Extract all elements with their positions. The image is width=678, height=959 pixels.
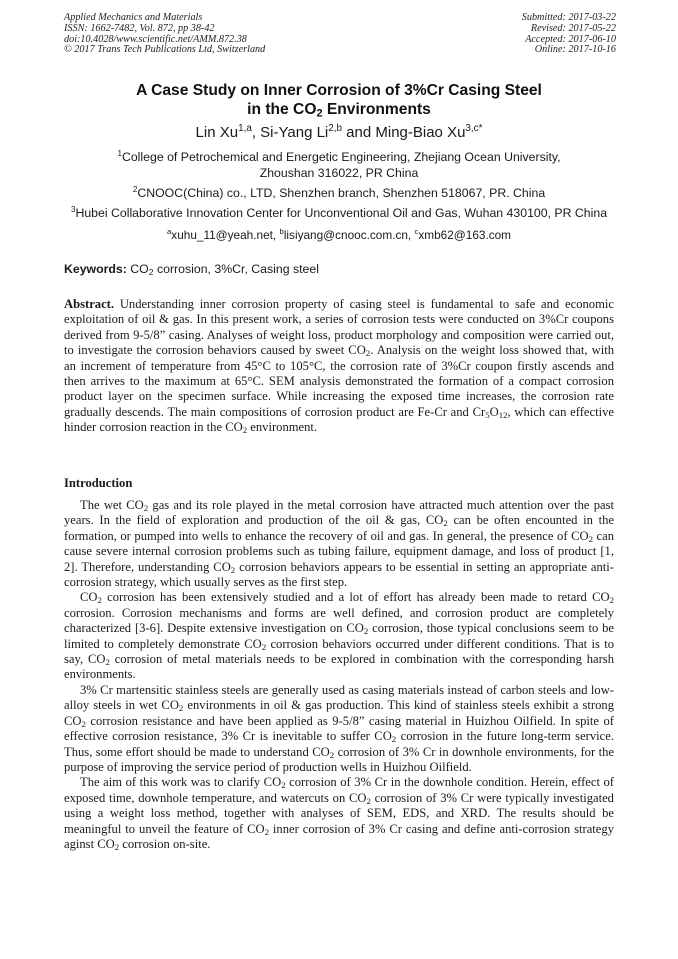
- affiliation-2: $^2$CNOOC(China) co., LTD, Shenzhen branch, Shenzhen 518067, PR. China: [132, 184, 546, 200]
- submission-dates: [522, 13, 616, 56]
- abstract: [64, 297, 614, 436]
- journal-name: Applied Mechanics and Materials: [64, 12, 203, 23]
- abstract-text: Understanding inner corrosion property of casing steel is fundamental to safe and economic exploitation of oil & gas. In this present work, a series of corrosion tests were conducted on 3%Cr coupons derived from 9-5/8” casing. Analyses of weight loss, product morphology and composition were carried out, to investigate the corrosion behaviors caused by sweet $CO_2$. Analysis on the weight loss showed that, with an increment of temperature from 45°C to 105°C, the corrosion rate of 3%Cr coupon firstly ascends and then arrives to the maximum at 65°C. SEM analysis demonstrated the formation of a compact corrosion product layer on the specimen surface. While increasing the exposed time increases, the corrosion rate gradually descends. The main compositions of corrosion product are Fe-Cr and $Cr_5O_{12}$, which can effective hinder corrosion reaction in the $CO_2$ environment.: [64, 297, 615, 436]
- author-3: Ming-Biao Xu: [375, 124, 466, 141]
- issn-line: ISSN: 1662-7482, Vol. 872, pp 38-42: [64, 22, 215, 34]
- email-c[interactable]: xmb62@163.com: [418, 228, 512, 242]
- keywords-label: Keywords:: [64, 262, 127, 276]
- revised-date: Revised: 2017-05-22: [530, 22, 616, 34]
- paragraph: The aim of this work was to clarify $CO_2$ corrosion of 3% Cr in the downhole condition. Herein, effect of exposed time, downhole temperature, and watercuts on $CO_2$ corrosion of 3% Cr were typically investigated using a weight loss method, together with analyses of SEM, EDS, and XRD. The results should be meaningful to unveil the feature of $CO_2$ inner corrosion of 3% Cr casing and define anti-corrosion strategy aginst $CO_2$ corrosion on-site.: [64, 775, 614, 853]
- title-line-2: in the $CO_2$ Environments: [247, 101, 431, 120]
- title-line-1: A Case Study on Inner Corrosion of 3%Cr Casing Steel: [136, 82, 542, 99]
- introduction-body: [64, 498, 614, 852]
- doi-line: doi:10.4028/www.scientific.net/AMM.872.38: [64, 33, 247, 45]
- accepted-date: Accepted: 2017-06-10: [525, 33, 616, 45]
- affiliation-3: $^3$Hubei Collaborative Innovation Center for Unconventional Oil and Gas, Wuhan 430100, PR China: [70, 204, 608, 220]
- online-date: Online: 2017-10-16: [534, 44, 616, 56]
- author-1: Lin Xu: [195, 124, 239, 141]
- paragraph: The wet $CO_2$ gas and its role played in the metal corrosion have attracted much attention over the past years. In the field of exploration and production of the oil & gas, $CO_2$ can be often encounted in the formation, or pumped into wells to enhance the recovery of oil and gas. In general, the presence of $CO_2$ can cause severe internal corrosion problems such as tubing failure, equipment damage, and loss of product [1, 2]. Therefore, understanding $CO_2$ corrosion behaviors appears to be essential in setting an appropriate anti-corrosion strategy, which usually serves as the first step.: [64, 498, 615, 590]
- paper-title: [0, 81, 678, 119]
- author-2: Si-Yang Li: [260, 124, 329, 141]
- submitted-date: Submitted: 2017-03-22: [521, 12, 616, 23]
- abstract-label: Abstract.: [64, 297, 115, 311]
- paragraph: 3% Cr martensitic stainless steels are generally used as casing materials instead of carbon steels and low-alloy steels in wet $CO_2$ environments in oil & gas production. This kind of stainless steels exhibit a strong $CO_2$ corrosion resistance and have been applied as 9-5/8” casing material in Huizhou Oilfield. In spite of effective corrosion resistance, 3% Cr is inevitable to suffer $CO_2$ corrosion in the future long-term service. Thus, some effort should be made to understand $CO_2$ corrosion of 3% Cr in downhole environments, for the purpose of improving the service period of production wells in Huizhou Oilfield.: [64, 682, 614, 774]
- email-b[interactable]: lisiyang@cnooc.com.cn: [283, 228, 408, 242]
- keywords: [64, 262, 614, 277]
- author-list: Lin Xu$^{1,a}$, Si-Yang Li$^{2,b}$ and Ming-Biao $Xu^{3,c*}$: [195, 123, 483, 141]
- journal-info: [64, 13, 265, 56]
- email-a[interactable]: xuhu_11@yeah.net: [171, 228, 273, 242]
- affiliation-1: $^1$College of Petrochemical and Energetic Engineering, Zhejiang Ocean University, Zhoushan 316022, PR China: [117, 148, 561, 180]
- paragraph: $CO_2$ corrosion has been extensively studied and a lot of effort has already been made to retard $CO_2$ corrosion. Corrosion mechanisms and forms are well defined, and corrosion product are completely characterized [3-6]. Despite extensive investigation on $CO_2$ corrosion, those typical conclusions seem to be limited to completely demonstrate $CO_2$ corrosion behaviors occurred under different conditions. That is to say, $CO_2$ corrosion of metal materials needs to be explored in combination with the corresponding harsh environments.: [64, 590, 615, 682]
- copyright-line: © 2017 Trans Tech Publications Ltd, Switzerland: [64, 44, 266, 56]
- section-heading-introduction: Introduction: [64, 476, 133, 490]
- author-emails: $^a$xuhu_11@yeah.net, $^b$lisiyang@cnooc.com.cn, $^c$xmb62@163.com: [166, 227, 512, 242]
- keywords-text: $CO_2$ corrosion, 3%Cr, Casing steel: [130, 262, 319, 278]
